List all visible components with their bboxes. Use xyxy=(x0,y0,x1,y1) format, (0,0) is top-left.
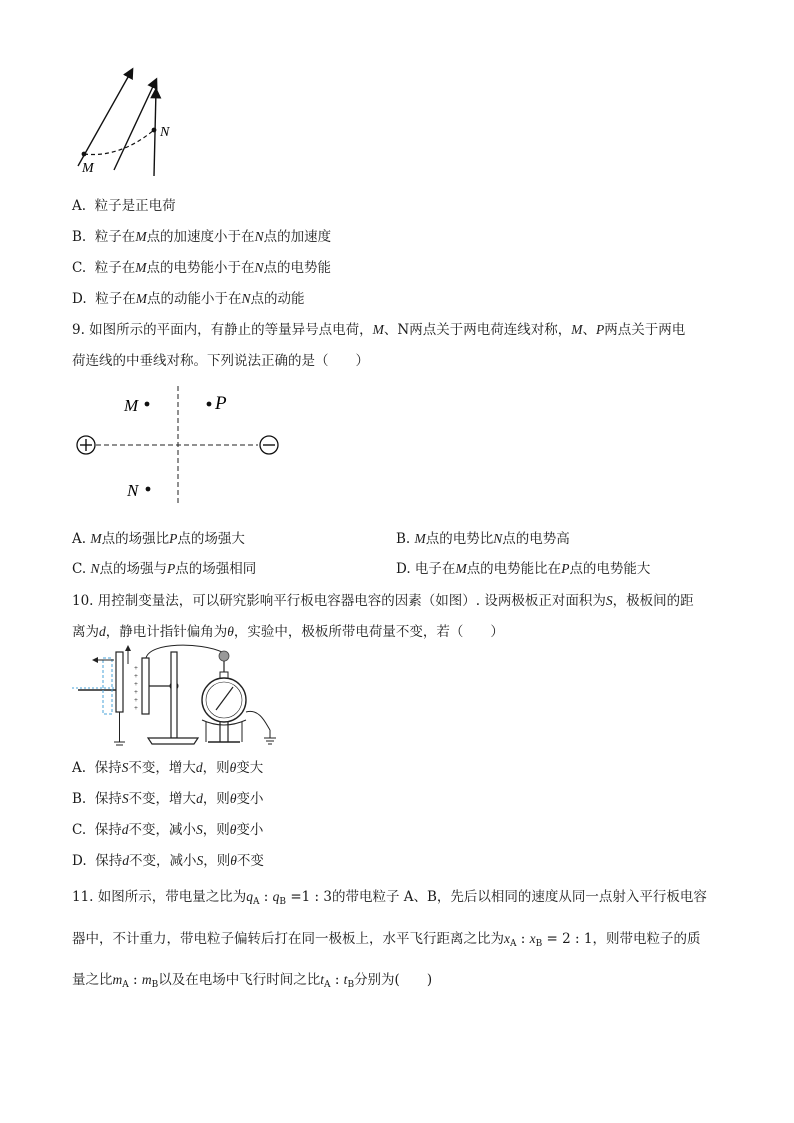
option-text: 保持 xyxy=(95,853,123,869)
field-line-3 xyxy=(154,90,156,176)
var-q: q xyxy=(272,889,280,904)
option-text: 点的电势能比在 xyxy=(466,561,562,577)
var-m: M xyxy=(414,531,426,546)
q9-option-c[interactable] xyxy=(72,557,256,577)
option-text: 不变，增大 xyxy=(128,791,197,807)
stem-text: 分别为( ) xyxy=(354,972,433,988)
var-theta: θ xyxy=(229,791,237,806)
option-text: 粒子在 xyxy=(94,229,136,245)
q10-option-d[interactable] xyxy=(72,849,264,869)
var-s: S xyxy=(605,593,613,608)
var-s: S xyxy=(121,760,129,775)
q10-stem-line2 xyxy=(72,620,504,640)
option-text: 不变，减小 xyxy=(128,853,197,869)
figure-q10-capacitor-electrometer xyxy=(70,642,280,750)
var-theta: θ xyxy=(229,822,237,837)
option-key: A. xyxy=(72,198,87,214)
option-text: 点的加速度 xyxy=(263,229,332,245)
stem-text: ，极板间的距 xyxy=(612,593,694,609)
ground-icon xyxy=(246,711,276,744)
var-n: N xyxy=(254,260,264,275)
option-text: 保持 xyxy=(94,760,122,776)
figure-q9-charges xyxy=(70,384,290,508)
var-s: S xyxy=(196,853,204,868)
option-key: B. xyxy=(396,531,415,547)
svg-text:+: + xyxy=(134,680,138,688)
subscript: A xyxy=(122,980,129,990)
positive-charge-icon xyxy=(77,436,95,454)
stem-text: 荷连线的中垂线对称。下列说法正确的是（ ） xyxy=(72,353,369,369)
option-text: 点的场强比 xyxy=(101,531,170,547)
stem-text: 10. 用控制变量法，可以研究影响平行板电容器电容的因素（如图）. 设两极板正对面积为 xyxy=(72,593,606,609)
var-n: N xyxy=(493,531,503,546)
var-m: M xyxy=(455,561,467,576)
var-theta: θ xyxy=(230,853,237,868)
q11-stem-line1 xyxy=(72,885,707,907)
q10-option-b[interactable] xyxy=(72,787,263,807)
q11-stem-line2 xyxy=(72,927,700,949)
var-theta: θ xyxy=(229,760,237,775)
option-text: 不变，减小 xyxy=(128,822,196,838)
ratio-colon: : xyxy=(259,889,273,905)
option-key: A. xyxy=(72,760,87,776)
var-s: S xyxy=(121,791,129,806)
var-m: M xyxy=(135,260,147,275)
point-m xyxy=(145,402,150,407)
option-text: 点的场强与 xyxy=(99,561,167,577)
stem-text: 的带电粒子 A、B，先后以相同的速度从同一点射入平行板电容 xyxy=(331,889,707,905)
stem-text: 离为 xyxy=(72,624,99,640)
var-t: t xyxy=(320,972,325,987)
var-d: d xyxy=(195,760,203,775)
option-text: ，则 xyxy=(202,822,230,838)
stem-text: 11. 如图所示，带电量之比为 xyxy=(72,889,247,905)
option-text: 粒子在 xyxy=(95,291,136,307)
option-text: 保持 xyxy=(94,791,122,807)
var-p: P xyxy=(166,561,176,576)
negative-charge-icon xyxy=(260,436,278,454)
ratio-colon: : xyxy=(330,972,344,988)
option-text: 点的电势能小于在 xyxy=(146,260,255,276)
q8-option-b[interactable] xyxy=(72,225,331,245)
option-text: 点的电势能大 xyxy=(569,561,651,577)
option-key: B. xyxy=(72,791,87,807)
ratio-value: =1 : 3 xyxy=(286,889,332,905)
subscript: A xyxy=(253,897,260,907)
var-s: S xyxy=(195,822,203,837)
option-text: 保持 xyxy=(94,822,122,838)
svg-text:+: + xyxy=(134,672,138,680)
q9-option-d[interactable] xyxy=(396,557,650,577)
svg-text:+: + xyxy=(134,664,138,672)
option-text: 点的电势高 xyxy=(502,531,570,547)
stem-text: 量之比 xyxy=(72,972,113,988)
var-p: P xyxy=(561,561,570,576)
subscript: B xyxy=(347,980,355,990)
option-text: 粒子在 xyxy=(94,260,136,276)
q8-option-d[interactable] xyxy=(72,287,305,307)
label-m: M xyxy=(82,161,94,176)
option-key: C. xyxy=(72,561,91,577)
label-n: N xyxy=(160,125,170,140)
q11-stem-line3 xyxy=(72,968,432,990)
option-key: D. xyxy=(72,853,87,869)
var-m: M xyxy=(372,322,384,337)
q9-option-b[interactable] xyxy=(396,527,570,547)
var-x: x xyxy=(529,931,536,946)
label-p: P xyxy=(215,393,227,414)
stem-text: 9. 如图所示的平面内，有静止的等量异号点电荷， xyxy=(72,322,373,338)
subscript: A xyxy=(324,980,331,990)
var-q: q xyxy=(246,889,254,904)
var-n: N xyxy=(254,229,264,244)
stem-text: ，实验中，极板所带电荷量不变，若（ ） xyxy=(233,624,504,640)
subscript: B xyxy=(151,980,159,990)
connecting-wire xyxy=(146,645,222,658)
option-key: C. xyxy=(72,260,87,276)
stem-text: 以及在电场中飞行时间之比 xyxy=(158,972,321,988)
option-text: 不变 xyxy=(236,853,264,869)
option-text: 变小 xyxy=(236,822,264,838)
option-text: ，则 xyxy=(202,791,230,807)
svg-text:+: + xyxy=(134,688,138,696)
option-text: 粒子是正电荷 xyxy=(94,198,176,214)
var-p: P xyxy=(169,531,178,546)
q10-option-c[interactable] xyxy=(72,818,263,838)
var-m: m xyxy=(112,972,123,987)
svg-text:+: + xyxy=(134,696,138,704)
option-text: ，则 xyxy=(203,853,231,869)
q8-option-c[interactable] xyxy=(72,256,331,276)
var-p: P xyxy=(595,322,605,337)
electrometer xyxy=(202,651,246,742)
field-line-2 xyxy=(114,80,156,170)
point-m xyxy=(82,152,87,157)
option-text: 点的电势比 xyxy=(425,531,494,547)
var-d: d xyxy=(121,822,129,837)
option-text: 点的动能 xyxy=(250,291,305,307)
q10-stem-line1 xyxy=(72,589,694,609)
var-t: t xyxy=(343,972,348,987)
q9-stem-line1 xyxy=(72,318,685,338)
option-key: A. xyxy=(72,531,91,547)
q10-option-a[interactable] xyxy=(72,756,263,776)
option-text: 点的场强相同 xyxy=(175,561,257,577)
point-n xyxy=(152,128,157,133)
var-d: d xyxy=(196,791,203,806)
var-m: m xyxy=(141,972,152,987)
subscript: B xyxy=(279,897,287,907)
option-key: B. xyxy=(72,229,87,245)
var-m: M xyxy=(571,322,583,337)
q9-stem-line2 xyxy=(72,349,369,369)
movable-plate-assembly xyxy=(72,652,125,745)
option-key: D. 电子在 xyxy=(396,561,456,577)
var-d: d xyxy=(99,624,106,639)
point-n xyxy=(146,487,151,492)
label-m: M xyxy=(124,396,139,415)
stem-text: 两点关于两电 xyxy=(604,322,686,338)
var-m: M xyxy=(135,229,147,244)
var-theta: θ xyxy=(227,624,234,639)
ratio-colon: : xyxy=(516,931,530,947)
stem-text: 、N两点关于两电荷连线对称， xyxy=(383,322,572,338)
option-text: 变小 xyxy=(236,791,264,807)
subscript: B xyxy=(535,939,543,949)
fixed-plate-stand xyxy=(134,652,198,744)
stem-text: 器中，不计重力，带电粒子偏转后打在同一极板上，水平飞行距离之比为 xyxy=(72,931,504,947)
stem-text: ，静电计指针偏角为 xyxy=(105,624,228,640)
var-d: d xyxy=(122,853,129,868)
var-x: x xyxy=(504,931,510,946)
option-text: 点的加速度小于在 xyxy=(146,229,255,245)
ratio-value: = 2 : 1 xyxy=(542,931,593,947)
var-n: N xyxy=(241,291,251,306)
option-text: 不变，增大 xyxy=(128,760,196,776)
var-m: M xyxy=(90,531,102,546)
stem-text: ，则带电粒子的质 xyxy=(592,931,701,947)
option-text: ，则 xyxy=(202,760,230,776)
option-text: 点的动能小于在 xyxy=(146,291,242,307)
field-line-1 xyxy=(78,70,132,166)
var-m: M xyxy=(135,291,147,306)
option-key: D. xyxy=(72,291,87,307)
trajectory-curve xyxy=(84,130,154,155)
option-text: 点的场强大 xyxy=(177,531,245,547)
point-p xyxy=(207,402,212,407)
subscript: A xyxy=(510,939,517,949)
option-text: 变大 xyxy=(236,760,264,776)
q8-option-a[interactable] xyxy=(72,194,176,214)
var-n: N xyxy=(90,561,100,576)
svg-text:+: + xyxy=(134,704,138,712)
stem-text: 、 xyxy=(582,322,596,338)
option-key: C. xyxy=(72,822,87,838)
label-n: N xyxy=(127,481,139,500)
q9-option-a[interactable] xyxy=(72,527,245,547)
option-text: 点的电势能 xyxy=(263,260,331,276)
ratio-colon: : xyxy=(128,972,142,988)
figure-q8-trajectory xyxy=(70,62,190,182)
